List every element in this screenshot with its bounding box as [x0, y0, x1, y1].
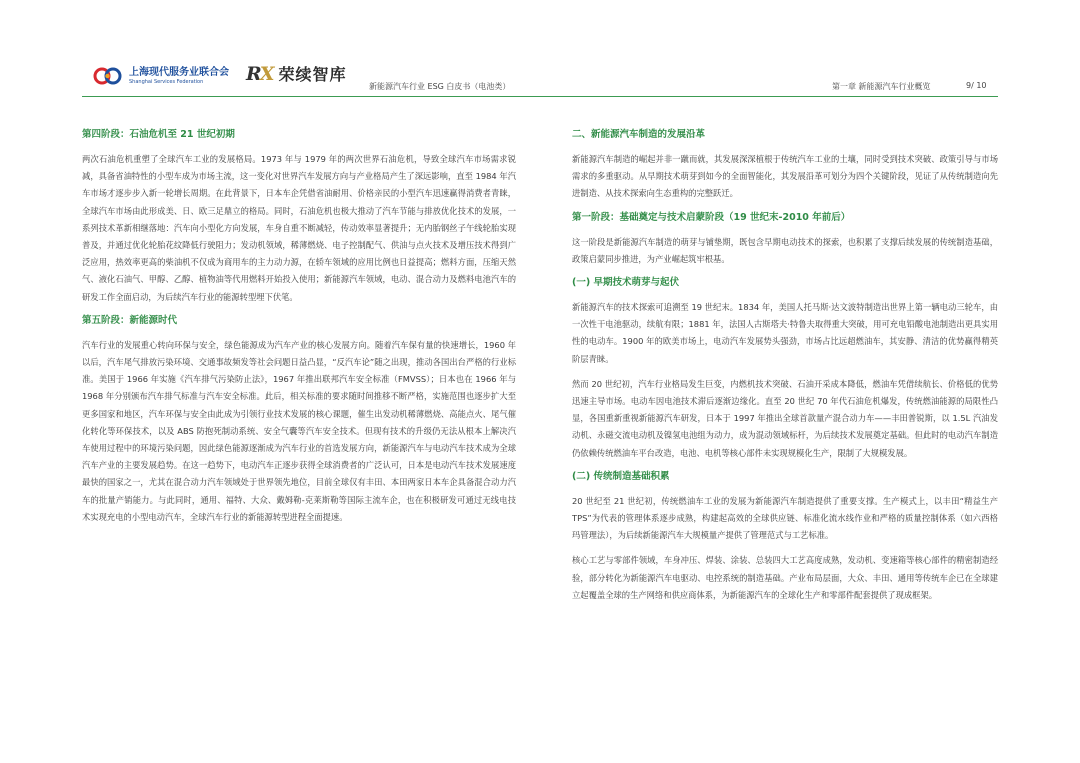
paragraph: 然而 20 世纪初，汽车行业格局发生巨变，内燃机技术突破、石油开采成本降低，燃油车凭借续航长、价格低的优势迅速主导市场。电动车因电池技术滞后逐渐边缘化。直至 20 世纪 70 年代石油危机爆发，传统燃油能源的局限性凸显，各国重新重视新能源汽车研发，日本于 1997 年推出全球首款量产混合动力车——丰田普锐斯，以 1.5L 汽油发动机、永磁交流电动机及镍氢电池组为动力，成为混动领域标杆，为后续技术发展奠定基础。但此时的电动汽车制造仍依赖传统燃油车平台改造，电池、电机等核心部件未实现规模化生产，限制了大规模发展。 — [572, 378, 998, 458]
paragraph: 核心工艺与零部件领域，车身冲压、焊装、涂装、总装四大工艺高度成熟，发动机、变速箱等核心部件的精密制造经验，部分转化为新能源汽车电驱动、电控系统的制造基础。产业布局层面，大众、丰田、通用等传统车企已在全球建立起覆盖全球的生产网络和供应商体系，为新能源汽车的全球化生产和零部件配套提供了现成框架。 — [572, 555, 998, 600]
paragraph: 20 世纪至 21 世纪初，传统燃油车工业的发展为新能源汽车制造提供了重要支撑。生产模式上，以丰田“精益生产 TPS”为代表的管理体系逐步成熟，构建起高效的全球供应链、标准化流水线作业和严格的质量控制体系（如六西格玛管理法），为后续新能源汽车大规模量产提供了管理范式与工艺标准。 — [572, 495, 998, 541]
subsection-heading: (二) 传统制造基础积累 — [572, 470, 670, 482]
rx-logo-name: 荣续智库 — [278, 65, 347, 84]
chapter-title: 第一章 新能源汽车行业概览 — [832, 82, 931, 91]
subsection-heading: (一) 早期技术萌芽与起伏 — [572, 277, 679, 289]
ssf-logo — [93, 64, 233, 88]
paragraph: 这一阶段是新能源汽车制造的萌芽与铺垫期，既包含早期电动技术的探索，也积累了支撑后续发展的传统制造基础，政策启蒙同步推进，为产业崛起筑牢根基。 — [572, 236, 998, 264]
ssf-logo-icon — [93, 65, 125, 87]
paragraph: 新能源汽车制造的崛起并非一蹴而就，其发展深深植根于传统汽车工业的土壤，同时受到技术突破、政策引导与市场需求的多重驱动。从早期技术萌芽到如今的全面智能化，其发展沿革可划分为四个关键阶段，见证了从传统制造向先进制造、从技术探索向生态重构的完整跃迁。 — [572, 154, 998, 199]
page-number: 9/ 10 — [966, 81, 987, 90]
paragraph: 汽车行业的发展重心转向环保与安全，绿色能源成为汽车产业的核心发展方向。随着汽车保有量的快速增长，1960 年以后，汽车尾气排放污染环境、交通事故频发等社会问题日益凸显，“反汽车论”随之出现，推动各国出台严格的行业标准。美国于 1966 年实施《汽车排气污染防止法》，1967 年推出联邦汽车安全标准（FMVSS）；日本也在 1966 年与 1968 年分别颁布汽车排气标准与汽车安全标准。此后，相关标准的要求随时间推移不断严格，实施范围也逐步扩大至更多国家和地区，汽车环保与安全由此成为引领行业技术发展的核心课题，催生出发动机稀薄燃烧、高能点火、尾气催化转化等环保技术，以及 ABS 防抱死制动系统、安全气囊等汽车安全技术。但现有技术的升级仍无法从根本上解决汽车使用过程中的环境污染问题，因此绿色能源逐渐成为汽车行业的首选发展方向，新能源汽车与电动汽车技术成为全球汽车产业的主要发展趋势。在这一趋势下，电动汽车正逐步获得全球消费者的广泛认可，日本是电动汽车技术发展速度最快的国家之一，尤其在混合动力汽车领域处于世界领先地位，目前全球仅有丰田、本田两家日本车企具备混合动力汽车的批量产销能力。与此同时，通用、福特、大众、戴姆勒-克莱斯勒等国际主流车企，也在积极研发可通过无线电技术实现充电的小型电动汽车，全球汽车行业的新能源转型进程全面提速。 — [82, 339, 516, 522]
rx-logo — [246, 62, 347, 85]
section-heading: 第五阶段：新能源时代 — [82, 314, 178, 326]
rx-logo-mark: RX — [246, 62, 273, 85]
paragraph: 两次石油危机重塑了全球汽车工业的发展格局。1973 年与 1979 年的两次世界石油危机，导致全球汽车市场需求锐减，具备省油特性的小型车成为市场主流，这一变化对世界汽车发展方向与产业格局产生了深远影响，直至 1984 年汽车市场才逐步步入新一轮增长周期。在此背景下，日本车企凭借省油耐用、价格亲民的小型汽车迅速赢得消费者青睐，全球汽车市场由此形成美、日、欧三足鼎立的格局。同时，石油危机也极大推动了汽车节能与排放优化技术的发展，一系列技术革新相继落地：汽车向小型化方向发展，车身自重不断减轻，传动效率显著提升；无内胎钢丝子午线轮胎实现普及，并通过优化轮胎花纹降低行驶阻力；发动机领域，稀薄燃烧、电子控制配气、供油与点火技术及增压技术得到广泛应用，热效率更高的柴油机不仅成为商用车的主力动力源，在轿车领域的应用比例也日益提高；燃料方面，压缩天然气、液化石油气、甲醇、乙醇、植物油等代用燃料开始投入使用；新能源汽车领域，电动、混合动力及燃料电池汽车的研发工作全面启动，为后续汽车行业的能源转型埋下伏笔。 — [82, 154, 516, 302]
doc-title: 新能源汽车行业 ESG 白皮书（电池类） — [369, 82, 511, 91]
page-header — [0, 0, 1080, 110]
header-divider — [82, 96, 998, 97]
section-heading: 二、新能源汽车制造的发展沿革 — [572, 129, 706, 140]
paragraph: 新能源汽车的技术探索可追溯至 19 世纪末。1834 年，美国人托马斯·达文波特制造出世界上第一辆电动三轮车，由一次性干电池驱动，续航有限；1881 年，法国人古斯塔夫·特鲁夫取得重大突破，用可充电铅酸电池制造出更具实用性的电动车。1900 年的欧美市场上，电动汽车发展势头强劲，市场占比远超燃油车，其安静、清洁的优势赢得精英阶层青睐。 — [572, 302, 998, 364]
right-column — [572, 128, 998, 612]
section-heading: 第四阶段：石油危机至 21 世纪初期 — [82, 129, 235, 140]
ssf-logo-cn: 上海现代服务业联合会 — [129, 67, 229, 78]
section-heading: 第一阶段：基础奠定与技术启蒙阶段（19 世纪末-2010 年前后） — [572, 211, 851, 223]
ssf-logo-en: Shanghai Services Federation — [129, 79, 204, 85]
left-column — [82, 128, 516, 534]
